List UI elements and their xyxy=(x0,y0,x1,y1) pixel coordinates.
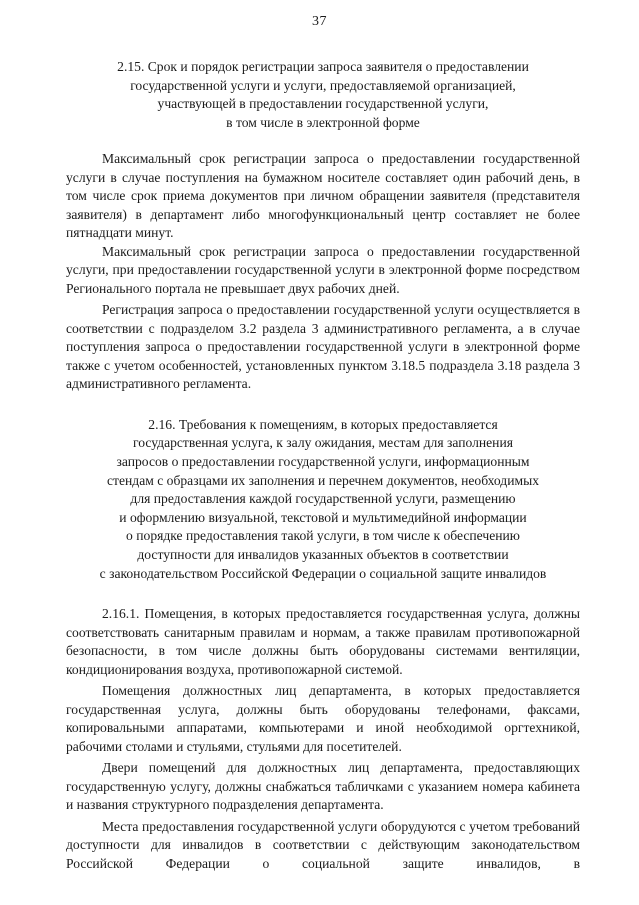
page-number: 37 xyxy=(312,14,327,29)
heading-line: участвующей в предоставлении государственной услуги, xyxy=(157,96,489,112)
heading-line: стендам с образцами их заполнения и перечнем документов, необходимых xyxy=(107,472,539,488)
paragraph: Помещения должностных лиц департамента, в которых предоставляется государственная услуга, должны быть оборудованы телефонами, факсами, копировальными аппаратами, компьютерами и иной необходимой оргтехникой, рабочими столами и стульями, стульями для посетителей. xyxy=(66,683,580,754)
heading-line: государственная услуга, к залу ожидания, местам для заполнения xyxy=(132,435,513,451)
heading-line: с законодательством Российской Федерации о социальной защите инвалидов xyxy=(99,565,547,581)
heading-line: для предоставления каждой государственной услуги, размещению xyxy=(130,491,516,507)
heading-line: о порядке предоставления такой услуги, в том числе к обеспечению xyxy=(126,528,520,544)
section-2-16-heading xyxy=(66,416,580,583)
heading-line: запросов о предоставлении государственной услуги, информационным xyxy=(116,454,530,470)
paragraph: 2.16.1. Помещения, в которых предоставляется государственная услуга, должны соответствовать санитарным правилам и нормам, а также правилам противопожарной безопасности, в том числе должны быть оборудованы системами вентиляции, кондиционирования воздуха, противопожарной системой. xyxy=(66,606,580,677)
section-2-15-heading xyxy=(66,58,580,132)
heading-line: в том числе в электронной форме xyxy=(226,114,420,130)
heading-line: государственной услуги и услуги, предоставляемой организацией, xyxy=(130,77,516,93)
paragraph: Двери помещений для должностных лиц департамента, предоставляющих государственную услугу, должны снабжаться табличками с указанием номера кабинета и названия структурного подразделения департамента. xyxy=(66,760,580,813)
paragraph: Максимальный срок регистрации запроса о предоставлении государственной услуги в случае поступления на бумажном носителе составляет один рабочий день, в том числе срок приема документов при личном обращении заявителя (представителя заявителя) в департамент либо многофункциональный центр составляет не более пятнадцати минут. xyxy=(66,151,580,241)
paragraph: Максимальный срок регистрации запроса о предоставлении государственной услуги, при предоставлении государственной услуги в электронной форме посредством Регионального портала не превышает двух рабочих дней. xyxy=(66,243,580,296)
page-content xyxy=(66,58,580,873)
heading-line: 2.15. Срок и порядок регистрации запроса заявителя о предоставлении xyxy=(117,59,529,74)
heading-line: 2.16. Требования к помещениям, в которых предоставляется xyxy=(148,416,498,432)
heading-line: и оформлению визуальной, текстовой и мультимедийной информации xyxy=(119,509,527,525)
paragraph: Регистрация запроса о предоставлении государственной услуги осуществляется в соответствии с подразделом 3.2 раздела 3 административного регламента, а в случае поступления запроса о предоставлении государственной услуги в электронной форме также с учетом особенностей, установленных пунктом 3.18.5 подраздела 3.18 раздела 3 административного регламента. xyxy=(66,302,580,392)
paragraph: Места предоставления государственной услуги оборудуются с учетом требований доступности для инвалидов в соответствии с действующим законодательством Российской Федерации о социальной защите инвалидов, в xyxy=(66,818,580,871)
heading-line: доступности для инвалидов указанных объектов в соответствии xyxy=(137,547,509,563)
